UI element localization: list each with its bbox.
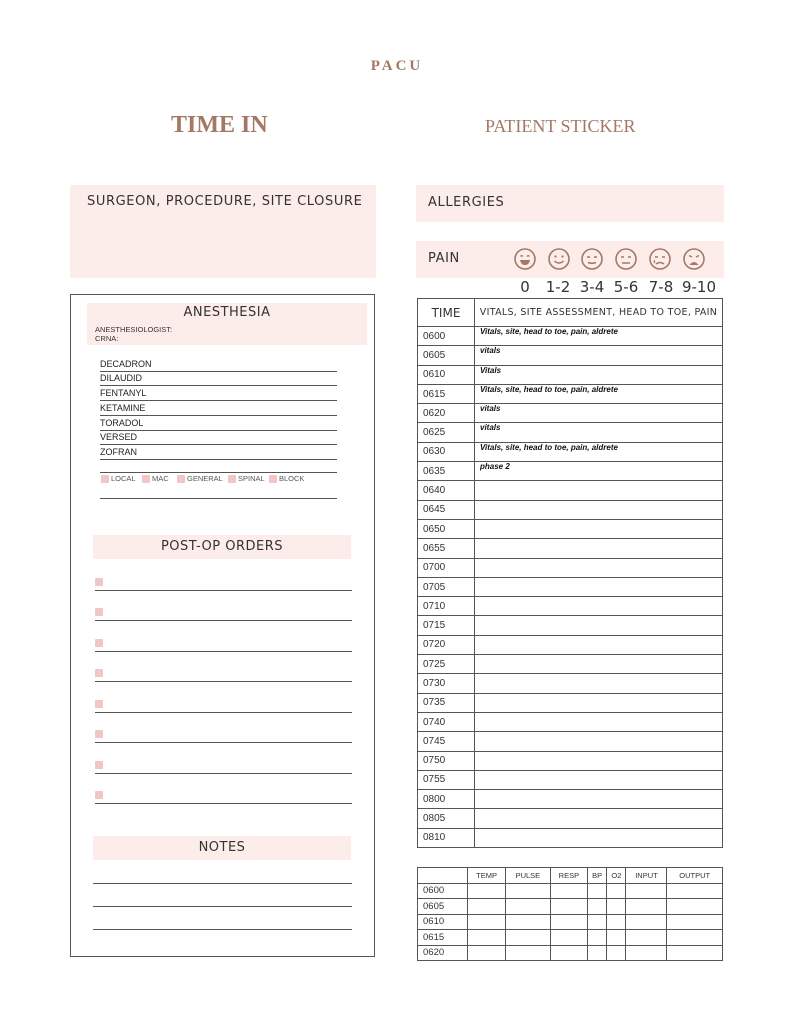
post-op-title: POST-OP ORDERS	[160, 539, 284, 554]
table-row	[418, 346, 723, 365]
time-cell: 0700	[418, 558, 475, 577]
table-row	[418, 790, 723, 809]
table-row	[418, 423, 723, 442]
note-cell[interactable]: vitals	[475, 346, 723, 365]
checkbox-icon[interactable]	[101, 475, 109, 483]
time-cell: 0735	[418, 693, 475, 712]
note-cell[interactable]	[475, 655, 723, 674]
time-cell: 0740	[418, 712, 475, 731]
note-cell[interactable]: vitals	[475, 423, 723, 442]
very-happy-face-icon[interactable]	[513, 247, 537, 271]
neutral-face-icon[interactable]	[580, 247, 604, 271]
note-cell[interactable]: Vitals, site, head to toe, pain, aldrete	[475, 384, 723, 403]
table-row	[418, 442, 723, 461]
divider	[100, 472, 337, 473]
vital-cell[interactable]	[667, 899, 723, 915]
checkbox-icon[interactable]	[95, 639, 103, 647]
time-cell: 0625	[418, 423, 475, 442]
type-label: MAC	[152, 474, 169, 483]
column-header: PULSE	[506, 868, 551, 884]
note-cell[interactable]	[475, 674, 723, 693]
order-line[interactable]	[95, 576, 352, 591]
time-cell: 0730	[418, 674, 475, 693]
table-row	[418, 635, 723, 654]
time-cell: 0705	[418, 577, 475, 596]
table-row	[418, 930, 723, 946]
checkbox-icon[interactable]	[228, 475, 236, 483]
column-header: TEMP	[468, 868, 506, 884]
note-cell[interactable]	[475, 770, 723, 789]
vital-cell[interactable]	[626, 945, 667, 961]
type-label: GENERAL	[187, 474, 223, 483]
table-row	[418, 539, 723, 558]
medication-line[interactable]: KETAMINE	[100, 401, 337, 416]
vital-cell[interactable]	[506, 914, 551, 930]
pain-box	[416, 241, 724, 278]
time-column-header: TIME	[418, 299, 475, 327]
checkbox-icon[interactable]	[142, 475, 150, 483]
medication-line[interactable]: DILAUDID	[100, 371, 337, 386]
time-cell: 0615	[418, 384, 475, 403]
table-row	[418, 914, 723, 930]
column-header: OUTPUT	[667, 868, 723, 884]
checkbox-icon[interactable]	[269, 475, 277, 483]
vital-cell[interactable]	[607, 945, 626, 961]
time-cell: 0610	[418, 914, 468, 930]
vital-cell[interactable]	[506, 945, 551, 961]
note-cell[interactable]: vitals	[475, 404, 723, 423]
vital-cell[interactable]	[550, 883, 587, 899]
time-cell: 0720	[418, 635, 475, 654]
pain-scale-5-6: 5-6	[613, 278, 639, 296]
table-row	[418, 327, 723, 346]
table-row	[418, 558, 723, 577]
post-op-header	[93, 535, 351, 559]
order-line[interactable]	[95, 698, 352, 713]
column-header: BP	[588, 868, 607, 884]
order-line[interactable]	[95, 759, 352, 774]
time-cell: 0805	[418, 809, 475, 828]
time-cell: 0600	[418, 883, 468, 899]
allergies-label: ALLERGIES	[428, 195, 505, 210]
medication-line[interactable]: ZOFRAN	[100, 445, 337, 460]
table-row	[418, 616, 723, 635]
vital-cell[interactable]	[550, 930, 587, 946]
medication-line[interactable]: TORADOL	[100, 416, 337, 431]
medication-line[interactable]: VERSED	[100, 430, 337, 445]
vital-cell[interactable]	[468, 945, 506, 961]
vital-cell[interactable]	[588, 883, 607, 899]
vital-cell[interactable]	[588, 914, 607, 930]
table-row	[418, 519, 723, 538]
table-row	[418, 828, 723, 847]
vital-cell[interactable]	[667, 930, 723, 946]
vital-cell[interactable]	[506, 899, 551, 915]
checkbox-icon[interactable]	[95, 578, 103, 586]
note-cell[interactable]	[475, 577, 723, 596]
vital-cell[interactable]	[550, 945, 587, 961]
note-cell[interactable]	[475, 519, 723, 538]
note-cell[interactable]	[475, 828, 723, 847]
table-row	[418, 655, 723, 674]
order-line[interactable]	[95, 728, 352, 743]
time-cell: 0630	[418, 442, 475, 461]
vital-cell[interactable]	[667, 883, 723, 899]
smile-face-icon[interactable]	[547, 247, 571, 271]
column-header	[418, 868, 468, 884]
checkbox-icon[interactable]	[177, 475, 185, 483]
checkbox-icon[interactable]	[95, 608, 103, 616]
time-cell: 0750	[418, 751, 475, 770]
order-line[interactable]	[95, 789, 352, 804]
vital-cell[interactable]	[626, 930, 667, 946]
note-cell[interactable]	[475, 809, 723, 828]
crna-label[interactable]: CRNA:	[95, 334, 119, 343]
checkbox-icon[interactable]	[95, 761, 103, 769]
anesthesia-title: ANESTHESIA	[183, 305, 271, 320]
note-line[interactable]	[93, 929, 352, 930]
type-label: SPINAL	[238, 474, 265, 483]
pain-scale-3-4: 3-4	[579, 278, 605, 296]
table-row	[418, 899, 723, 915]
meh-face-icon[interactable]	[614, 247, 638, 271]
time-cell: 0600	[418, 327, 475, 346]
notes-column-header: VITALS, SITE ASSESSMENT, HEAD TO TOE, PAIN	[475, 299, 723, 327]
note-line[interactable]	[93, 883, 352, 884]
checkbox-icon[interactable]	[95, 730, 103, 738]
time-cell: 0620	[418, 945, 468, 961]
anesthesiologist-label[interactable]: ANESTHESIOLOGIST:	[95, 325, 173, 334]
anesthesia-type-mac[interactable]	[142, 474, 169, 483]
vital-cell[interactable]	[588, 899, 607, 915]
table-row	[418, 481, 723, 500]
column-header: INPUT	[626, 868, 667, 884]
table-row	[418, 674, 723, 693]
time-cell: 0745	[418, 732, 475, 751]
vital-cell[interactable]	[588, 930, 607, 946]
pain-scale-0: 0	[520, 278, 530, 296]
table-row	[418, 597, 723, 616]
anesthesia-type-spinal[interactable]	[228, 474, 265, 483]
note-cell[interactable]	[475, 481, 723, 500]
vital-cell[interactable]	[468, 883, 506, 899]
time-cell: 0800	[418, 790, 475, 809]
table-row	[418, 751, 723, 770]
order-line[interactable]	[95, 637, 352, 652]
note-cell[interactable]	[475, 712, 723, 731]
order-line[interactable]	[95, 667, 352, 682]
note-line[interactable]	[93, 906, 352, 907]
vitals-log-table	[417, 298, 723, 848]
allergies-box[interactable]	[416, 185, 724, 222]
anesthesia-header	[87, 303, 367, 345]
table-row	[418, 462, 723, 481]
vital-cell[interactable]	[626, 899, 667, 915]
vital-cell[interactable]	[607, 899, 626, 915]
note-cell[interactable]	[475, 732, 723, 751]
table-row	[418, 770, 723, 789]
vital-cell[interactable]	[550, 899, 587, 915]
time-cell: 0635	[418, 462, 475, 481]
time-cell: 0640	[418, 481, 475, 500]
note-cell[interactable]: phase 2	[475, 462, 723, 481]
table-row	[418, 712, 723, 731]
vital-cell[interactable]	[667, 914, 723, 930]
surgeon-procedure-label: SURGEON, PROCEDURE, SITE CLOSURE	[87, 194, 363, 209]
time-cell: 0810	[418, 828, 475, 847]
pain-label: PAIN	[428, 251, 460, 266]
unit-title: PACU	[370, 58, 424, 74]
time-cell: 0715	[418, 616, 475, 635]
note-cell[interactable]	[475, 751, 723, 770]
notes-header	[93, 836, 351, 860]
table-row	[418, 693, 723, 712]
time-cell: 0620	[418, 404, 475, 423]
checkbox-icon[interactable]	[95, 669, 103, 677]
surgeon-procedure-box[interactable]	[70, 185, 376, 278]
note-cell[interactable]: Vitals, site, head to toe, pain, aldrete	[475, 442, 723, 461]
note-cell[interactable]: Vitals, site, head to toe, pain, aldrete	[475, 327, 723, 346]
vital-cell[interactable]	[607, 930, 626, 946]
divider	[100, 498, 337, 499]
time-cell: 0605	[418, 346, 475, 365]
vital-cell[interactable]	[506, 883, 551, 899]
table-row	[418, 732, 723, 751]
note-cell[interactable]	[475, 790, 723, 809]
time-cell: 0605	[418, 899, 468, 915]
note-cell[interactable]	[475, 558, 723, 577]
vital-cell[interactable]	[468, 914, 506, 930]
table-row	[418, 365, 723, 384]
note-cell[interactable]	[475, 597, 723, 616]
time-cell: 0650	[418, 519, 475, 538]
vital-cell[interactable]	[468, 899, 506, 915]
time-cell: 0615	[418, 930, 468, 946]
vital-cell[interactable]	[468, 930, 506, 946]
anesthesia-type-general[interactable]	[177, 474, 223, 483]
order-line[interactable]	[95, 606, 352, 621]
column-header: RESP	[550, 868, 587, 884]
vital-cell[interactable]	[506, 930, 551, 946]
medication-line[interactable]: FENTANYL	[100, 386, 337, 401]
table-row	[418, 384, 723, 403]
table-row	[418, 404, 723, 423]
vital-cell[interactable]	[626, 914, 667, 930]
table-row	[418, 809, 723, 828]
note-cell[interactable]	[475, 635, 723, 654]
vital-cell[interactable]	[626, 883, 667, 899]
crying-face-icon[interactable]	[682, 247, 706, 271]
time-cell: 0645	[418, 500, 475, 519]
time-cell: 0710	[418, 597, 475, 616]
note-cell[interactable]	[475, 693, 723, 712]
time-cell: 0610	[418, 365, 475, 384]
vital-signs-table	[417, 867, 723, 961]
pain-scale-9-10: 9-10	[681, 278, 717, 296]
note-cell[interactable]	[475, 616, 723, 635]
note-cell[interactable]	[475, 500, 723, 519]
type-label: LOCAL	[111, 474, 136, 483]
table-row	[418, 945, 723, 961]
note-cell[interactable]: Vitals	[475, 365, 723, 384]
medication-line[interactable]: DECADRON	[100, 357, 337, 372]
table-row	[418, 577, 723, 596]
vital-cell[interactable]	[607, 883, 626, 899]
table-row	[418, 883, 723, 899]
column-header: O2	[607, 868, 626, 884]
notes-title: NOTES	[198, 840, 246, 855]
time-in-label: TIME IN	[171, 112, 268, 138]
pain-scale-7-8: 7-8	[648, 278, 674, 296]
patient-sticker-label: PATIENT STICKER	[485, 116, 636, 136]
note-cell[interactable]	[475, 539, 723, 558]
checkbox-icon[interactable]	[95, 700, 103, 708]
checkbox-icon[interactable]	[95, 791, 103, 799]
time-cell: 0755	[418, 770, 475, 789]
sad-face-icon[interactable]	[648, 247, 672, 271]
time-cell: 0655	[418, 539, 475, 558]
type-label: BLOCK	[279, 474, 305, 483]
vital-cell[interactable]	[550, 914, 587, 930]
vital-cell[interactable]	[607, 914, 626, 930]
pain-scale-1-2: 1-2	[545, 278, 571, 296]
anesthesia-type-local[interactable]	[101, 474, 136, 483]
time-cell: 0725	[418, 655, 475, 674]
vital-cell[interactable]	[588, 945, 607, 961]
table-row	[418, 500, 723, 519]
anesthesia-type-block[interactable]	[269, 474, 304, 483]
vital-cell[interactable]	[667, 945, 723, 961]
